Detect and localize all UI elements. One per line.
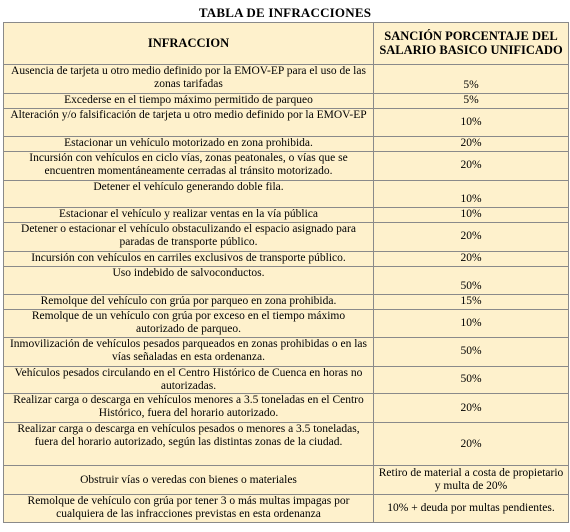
table-row [4, 295, 569, 310]
table-row [4, 137, 569, 152]
infraccion-cell: Excederse en el tiempo máximo permitido de parqueo [4, 94, 374, 109]
sancion-cell: 5% [374, 94, 569, 109]
infraccion-cell: Inmovilización de vehículos pesados parqueados en zonas prohibidas o en las vías señaladas en esta ordenanza. [4, 337, 374, 366]
infraccion-cell: Incursión con vehículos en carriles exclusivos de transporte público. [4, 252, 374, 267]
table-row [4, 208, 569, 223]
table-row [4, 267, 569, 295]
sancion-cell: 5% [374, 65, 569, 94]
table-row [4, 423, 569, 466]
infraccion-cell: Obstruir vías o veredas con bienes o materiales [4, 466, 374, 495]
table-row [4, 252, 569, 267]
table-title: TABLA DE INFRACCIONES [198, 5, 372, 20]
infraccion-cell: Remolque de vehículo con grúa por tener 3 o más multas impagas por cualquiera de las infracciones previstas en esta ordenanza [4, 495, 374, 523]
infraccion-cell: Estacionar un vehículo motorizado en zona prohibida. [4, 137, 374, 152]
sancion-cell: 10% + deuda por multas pendientes. [374, 495, 569, 523]
infraccion-cell: Alteración y/o falsificación de tarjeta u otro medio definido por la EMOV-EP [4, 109, 374, 137]
sancion-cell: 50% [374, 267, 569, 295]
table-row [4, 65, 569, 94]
header-infraccion: INFRACCION [4, 23, 374, 65]
sancion-cell: 20% [374, 152, 569, 181]
sancion-cell: 10% [374, 109, 569, 137]
table-row [4, 466, 569, 495]
infraccion-cell: Incursión con vehículos en ciclo vías, zonas peatonales, o vías que se encuentren momentáneamente cerradas al tránsito motorizado. [4, 152, 374, 181]
table-row [4, 495, 569, 523]
infraccion-cell: Realizar carga o descarga en vehículos pesados o menores a 3.5 toneladas, fuera del horario autorizado, según las distintas zonas de la ciudad. [4, 423, 374, 466]
infraccion-cell: Remolque de un vehículo con grúa por exceso en el tiempo máximo autorizado de parqueo. [4, 310, 374, 338]
header-sancion: SANCIÓN PORCENTAJE DEL SALARIO BASICO UNIFICADO [374, 23, 569, 65]
table-row [4, 94, 569, 109]
sancion-cell: Retiro de material a costa de propietario y multa de 20% [374, 466, 569, 495]
table-row [4, 152, 569, 181]
infraccion-cell: Remolque del vehículo con grúa por parqueo en zona prohibida. [4, 295, 374, 310]
sancion-cell: 20% [374, 252, 569, 267]
table-row [4, 223, 569, 252]
sancion-cell: 20% [374, 394, 569, 423]
sancion-cell: 15% [374, 295, 569, 310]
sancion-cell: 20% [374, 137, 569, 152]
infraccion-cell: Realizar carga o descarga en vehículos menores a 3.5 toneladas en el Centro Histórico, fuera del horario autorizado. [4, 394, 374, 423]
sancion-cell: 10% [374, 208, 569, 223]
sancion-cell: 20% [374, 423, 569, 466]
infraccion-cell: Estacionar el vehículo y realizar ventas en la vía pública [4, 208, 374, 223]
table-row [4, 181, 569, 208]
table-row [4, 109, 569, 137]
table-row [4, 394, 569, 423]
infraccion-cell: Detener o estacionar el vehículo obstaculizando el espacio asignado para paradas de transporte público. [4, 223, 374, 252]
sancion-cell: 10% [374, 181, 569, 208]
table-row [4, 337, 569, 366]
sancion-cell: 20% [374, 223, 569, 252]
infraccion-cell: Detener el vehículo generando doble fila. [4, 181, 374, 208]
sancion-cell: 10% [374, 310, 569, 338]
table-row [4, 366, 569, 394]
sancion-cell: 50% [374, 366, 569, 394]
table-row [4, 310, 569, 338]
infraccion-cell: Vehículos pesados circulando en el Centro Histórico de Cuenca en horas no autorizadas. [4, 366, 374, 394]
infractions-table [3, 22, 569, 523]
infraccion-cell: Uso indebido de salvoconductos. [4, 267, 374, 295]
infraccion-cell: Ausencia de tarjeta u otro medio definido por la EMOV-EP para el uso de las zonas tarifadas [4, 65, 374, 94]
sancion-cell: 50% [374, 337, 569, 366]
table-header-row [4, 23, 569, 65]
